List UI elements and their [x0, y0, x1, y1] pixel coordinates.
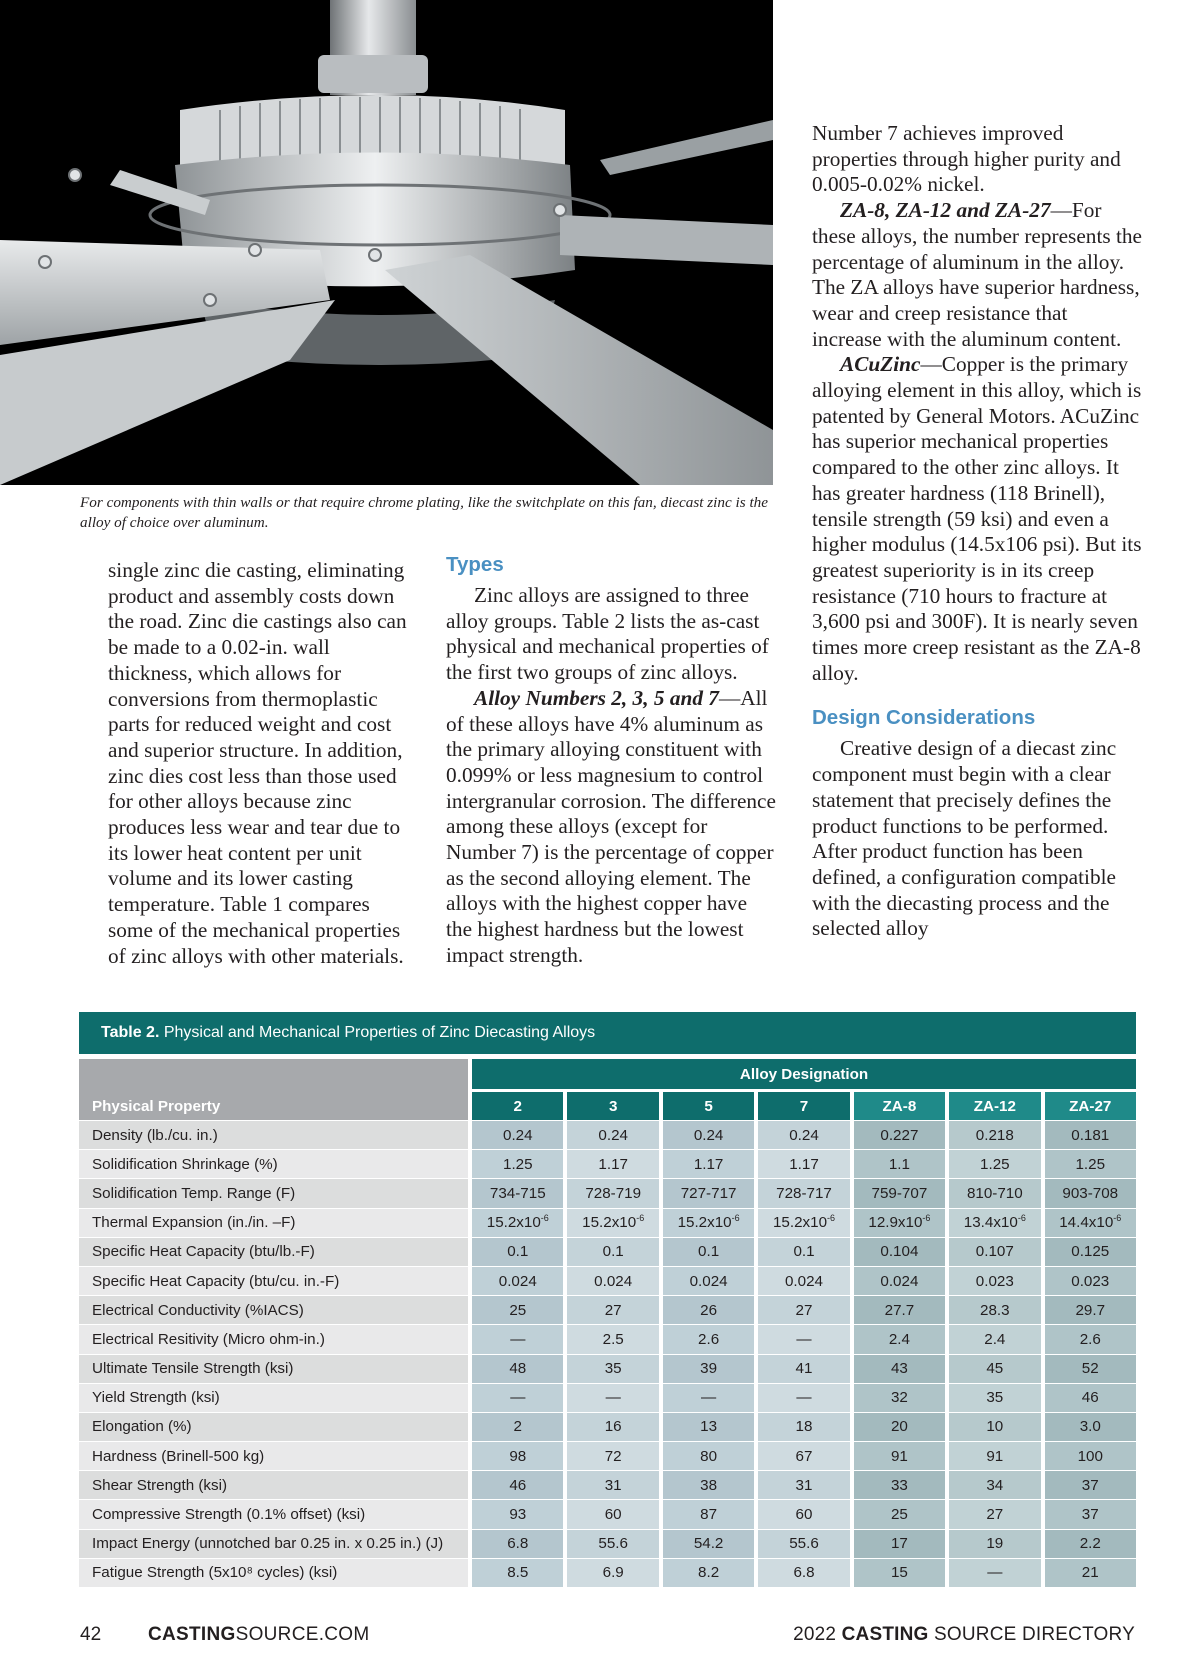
table-cell: 2.6: [1041, 1324, 1136, 1353]
table-cell: 67: [754, 1441, 849, 1470]
table-cell: 46: [1041, 1383, 1136, 1412]
table-cell: 37: [1041, 1499, 1136, 1528]
table-cell: 2.6: [659, 1324, 754, 1353]
table-cell: 19: [945, 1529, 1040, 1558]
table-title-text: Physical and Mechanical Properties of Zinc Diecasting Alloys: [163, 1024, 596, 1041]
property-label: Hardness (Brinell-500 kg): [79, 1441, 468, 1470]
table-cell: 0.24: [754, 1120, 849, 1149]
property-label: Specific Heat Capacity (btu/cu. in.-F): [79, 1266, 468, 1295]
paragraph: [812, 352, 1142, 686]
table-row: [79, 1295, 1136, 1324]
table-cell: 17: [850, 1529, 945, 1558]
paragraph-body: —Copper is the primary alloying element in this alloy, which is patented by General Motors. ACuZinc has superior mechanical properties compared to the other zinc alloys. It has greater hardness (118 Brinell), tensile strength (59 ksi) and even a higher modulus (14.5x106 psi). But its greatest superiority is in its creep resistance (710 hours to fracture at 3,600 psi and 300F). It is nearly seven times more creep resistant as the ZA-8 alloy.: [812, 352, 1142, 685]
table-cell: 33: [850, 1470, 945, 1499]
table-cell: 734-715: [468, 1178, 563, 1207]
table-row: [79, 1499, 1136, 1528]
table-cell: 810-710: [945, 1178, 1040, 1207]
property-label: Elongation (%): [79, 1412, 468, 1441]
table-cell: 2.2: [1041, 1529, 1136, 1558]
table-cell: 87: [659, 1499, 754, 1528]
table-cell: 25: [468, 1295, 563, 1324]
property-label: Shear Strength (ksi): [79, 1470, 468, 1499]
table-cell: 1.1: [850, 1149, 945, 1178]
table-cell: 0.024: [659, 1266, 754, 1295]
table-cell: 2.4: [850, 1324, 945, 1353]
table-cell: 28.3: [945, 1295, 1040, 1324]
table-cell: 759-707: [850, 1178, 945, 1207]
table-cell: 100: [1041, 1441, 1136, 1470]
table-cell: 0.24: [468, 1120, 563, 1149]
paragraph: [812, 198, 1142, 352]
table-cell: $13.4x10^{-6}$: [945, 1208, 1040, 1237]
table-cell: —: [659, 1383, 754, 1412]
table-cell: 43: [850, 1354, 945, 1383]
table-cell: 45: [945, 1354, 1040, 1383]
table-cell: 0.181: [1041, 1120, 1136, 1149]
table-row: [79, 1558, 1136, 1587]
table-cell: 727-717: [659, 1178, 754, 1207]
table-cell: 1.25: [468, 1149, 563, 1178]
paragraph: [446, 686, 776, 969]
table-cell: 0.1: [659, 1237, 754, 1266]
table-row: [79, 1383, 1136, 1412]
paragraph: Creative design of a diecast zinc component must begin with a clear statement that precisely defines the product functions to be performed. After product function has been defined, a configuration compatible with the diecasting process and the selected alloy: [812, 736, 1117, 941]
table-cell: 80: [659, 1441, 754, 1470]
property-label: Electrical Resitivity (Micro ohm-in.): [79, 1324, 468, 1353]
site-rest: SOURCE.COM: [235, 1624, 370, 1645]
table-cell: 0.024: [468, 1266, 563, 1295]
table-cell: 728-717: [754, 1178, 849, 1207]
section-heading-types: Types: [446, 553, 504, 576]
paragraph-lead: ACuZinc: [840, 352, 921, 377]
dir-bold: CASTING: [841, 1624, 929, 1645]
property-label: Thermal Expansion (in./in. –F): [79, 1208, 468, 1237]
table-cell: 6.8: [754, 1558, 849, 1587]
table-cell: —: [468, 1324, 563, 1353]
paragraph-body: —For these alloys, the number represents the percentage of aluminum in the alloy. The ZA alloys have superior hardness, wear and creep resistance that increase with the aluminum content.: [812, 198, 1142, 351]
table-number: Table 2.: [101, 1024, 160, 1041]
table-cell: 0.024: [754, 1266, 849, 1295]
table-cell: 10: [945, 1412, 1040, 1441]
property-label: Specific Heat Capacity (btu/lb.-F): [79, 1237, 468, 1266]
table-cell: 16: [563, 1412, 658, 1441]
table-cell: —: [563, 1383, 658, 1412]
text-column-3: [812, 121, 1142, 942]
table-cell: 18: [754, 1412, 849, 1441]
table-cell: 60: [754, 1499, 849, 1528]
alloy-column-header: ZA-12: [945, 1089, 1040, 1120]
table-row: [79, 1412, 1136, 1441]
property-column-header: Physical Property: [79, 1089, 468, 1120]
property-label: Solidification Shrinkage (%): [79, 1149, 468, 1178]
alloy-designation-header: Alloy Designation: [468, 1054, 1136, 1089]
table-cell: 0.023: [1041, 1266, 1136, 1295]
table-cell: 6.8: [468, 1529, 563, 1558]
table-cell: —: [754, 1383, 849, 1412]
property-label: Density (lb./cu. in.): [79, 1120, 468, 1149]
property-label: Compressive Strength (0.1% offset) (ksi): [79, 1499, 468, 1528]
table-cell: 35: [945, 1383, 1040, 1412]
table-cell: 48: [468, 1354, 563, 1383]
site-bold: CASTING: [148, 1624, 236, 1645]
table-cell: 21: [1041, 1558, 1136, 1587]
table-cell: 72: [563, 1441, 658, 1470]
table-cell: $12.9x10^{-6}$: [850, 1208, 945, 1237]
table-row: [79, 1266, 1136, 1295]
table-cell: $15.2x10^{-6}$: [468, 1208, 563, 1237]
table-cell: 55.6: [754, 1529, 849, 1558]
table-cell: 728-719: [563, 1178, 658, 1207]
property-label: Impact Energy (unnotched bar 0.25 in. x 0.25 in.) (J): [79, 1529, 468, 1558]
table-cell: 91: [850, 1441, 945, 1470]
table-cell: 20: [850, 1412, 945, 1441]
table-title: [79, 1012, 1136, 1054]
table-cell: 52: [1041, 1354, 1136, 1383]
table-cell: 0.24: [563, 1120, 658, 1149]
table-row: [79, 1354, 1136, 1383]
table-row: [79, 1470, 1136, 1499]
text-column-1: [108, 558, 408, 969]
paragraph-lead: Alloy Numbers 2, 3, 5 and 7: [474, 685, 719, 710]
photo-caption: For components with thin walls or that require chrome plating, like the switchplate on this fan, diecast zinc is the alloy of choice over aluminum.: [80, 494, 769, 531]
table-cell: 31: [563, 1470, 658, 1499]
table-cell: 25: [850, 1499, 945, 1528]
table-row: [79, 1208, 1136, 1237]
table-cell: 1.25: [1041, 1149, 1136, 1178]
table-cell: 0.024: [563, 1266, 658, 1295]
property-label: Fatigue Strength (5x10⁸ cycles) (ksi): [79, 1558, 468, 1587]
table-cell: 60: [563, 1499, 658, 1528]
alloy-column-header: ZA-27: [1041, 1089, 1136, 1120]
property-label: Electrical Conductivity (%IACS): [79, 1295, 468, 1324]
table-cell: 46: [468, 1470, 563, 1499]
property-label: Ultimate Tensile Strength (ksi): [79, 1354, 468, 1383]
table-cell: $14.4x10^{-6}$: [1041, 1208, 1136, 1237]
table-cell: 2.4: [945, 1324, 1040, 1353]
paragraph-body: —All of these alloys have 4% aluminum as the primary alloying constituent with 0.099% or less magnesium to control intergranular corrosion. The difference among these alloys (except for Number 7) is the percentage of copper as the second alloying element. The alloys with the highest copper have the highest hardness but the lowest impact strength.: [446, 685, 776, 967]
table-cell: 8.5: [468, 1558, 563, 1587]
table-cell: 27: [945, 1499, 1040, 1528]
table-cell: 0.107: [945, 1237, 1040, 1266]
table-cell: 0.218: [945, 1120, 1040, 1149]
alloy-column-header: 5: [659, 1089, 754, 1120]
table-cell: 93: [468, 1499, 563, 1528]
table-cell: —: [468, 1383, 563, 1412]
page-number: 42: [80, 1624, 102, 1645]
table-cell: 3.0: [1041, 1412, 1136, 1441]
table-cell: 91: [945, 1441, 1040, 1470]
table-cell: 15: [850, 1558, 945, 1587]
table-cell: 27.7: [850, 1295, 945, 1324]
properties-table: [79, 1012, 1136, 1587]
table-cell: 55.6: [563, 1529, 658, 1558]
table-cell: 1.17: [563, 1149, 658, 1178]
paragraph: Zinc alloys are assigned to three alloy groups. Table 2 lists the as-cast physical and mechanical properties of the first two groups of zinc alloys.: [446, 583, 769, 685]
table-row: [79, 1149, 1136, 1178]
table-row: [79, 1237, 1136, 1266]
table-cell: 35: [563, 1354, 658, 1383]
table-cell: 0.1: [468, 1237, 563, 1266]
table-row: [79, 1324, 1136, 1353]
table-cell: 39: [659, 1354, 754, 1383]
table-cell: 29.7: [1041, 1295, 1136, 1324]
table-cell: 0.24: [659, 1120, 754, 1149]
table-cell: 34: [945, 1470, 1040, 1499]
property-label: Yield Strength (ksi): [79, 1383, 468, 1412]
footer-site: [148, 1624, 370, 1646]
alloy-table: [79, 1054, 1136, 1587]
alloy-column-header: 7: [754, 1089, 849, 1120]
table-cell: 2: [468, 1412, 563, 1441]
table-cell: 37: [1041, 1470, 1136, 1499]
table-cell: 0.023: [945, 1266, 1040, 1295]
table-cell: 0.125: [1041, 1237, 1136, 1266]
table-cell: 27: [754, 1295, 849, 1324]
table-cell: $15.2x10^{-6}$: [659, 1208, 754, 1237]
table-row: [79, 1441, 1136, 1470]
dir-rest: SOURCE DIRECTORY: [928, 1624, 1135, 1645]
table-cell: $15.2x10^{-6}$: [563, 1208, 658, 1237]
table-cell: 31: [754, 1470, 849, 1499]
table-cell: 8.2: [659, 1558, 754, 1587]
table-row: [79, 1178, 1136, 1207]
table-cell: 0.1: [563, 1237, 658, 1266]
table-cell: 41: [754, 1354, 849, 1383]
text-column-2: [446, 553, 776, 969]
alloy-column-header: 2: [468, 1089, 563, 1120]
table-cell: 6.9: [563, 1558, 658, 1587]
dir-year: 2022: [793, 1624, 842, 1645]
footer-directory: [793, 1624, 1135, 1646]
paragraph-lead: ZA-8, ZA-12 and ZA-27: [840, 198, 1051, 223]
table-cell: 0.227: [850, 1120, 945, 1149]
table-row: [79, 1529, 1136, 1558]
table-cell: 27: [563, 1295, 658, 1324]
paragraph: single zinc die casting, eliminating product and assembly costs down the road. Zinc die castings also can be made to a 0.02-in. wall thickness, which allows for conversions from thermoplastic parts for reduced weight and cost and superior structure. In addition, zinc dies cost less than those used for other alloys because zinc produces less wear and tear due to its lower heat content per unit volume and its lower casting temperature. Table 1 compares some of the mechanical properties of zinc alloys with other materials.: [108, 558, 407, 968]
alloy-column-header: ZA-8: [850, 1089, 945, 1120]
section-heading-design-considerations: Design Considerations: [812, 706, 1036, 730]
fan-photo: [0, 0, 773, 485]
header-spacer: [79, 1054, 468, 1089]
table-cell: —: [945, 1558, 1040, 1587]
table-cell: 0.1: [754, 1237, 849, 1266]
table-cell: 0.024: [850, 1266, 945, 1295]
table-cell: 32: [850, 1383, 945, 1412]
table-row: [79, 1120, 1136, 1149]
table-cell: 98: [468, 1441, 563, 1470]
table-cell: 2.5: [563, 1324, 658, 1353]
table-cell: 0.104: [850, 1237, 945, 1266]
alloy-column-header: 3: [563, 1089, 658, 1120]
paragraph: Number 7 achieves improved properties through higher purity and 0.005-0.02% nickel.: [812, 121, 1121, 197]
table-cell: 903-708: [1041, 1178, 1136, 1207]
property-label: Solidification Temp. Range (F): [79, 1178, 468, 1207]
table-cell: 54.2: [659, 1529, 754, 1558]
table-cell: $15.2x10^{-6}$: [754, 1208, 849, 1237]
table-cell: 1.17: [754, 1149, 849, 1178]
table-cell: 1.25: [945, 1149, 1040, 1178]
table-cell: 13: [659, 1412, 754, 1441]
table-cell: 38: [659, 1470, 754, 1499]
table-cell: —: [754, 1324, 849, 1353]
table-cell: 26: [659, 1295, 754, 1324]
table-cell: 1.17: [659, 1149, 754, 1178]
